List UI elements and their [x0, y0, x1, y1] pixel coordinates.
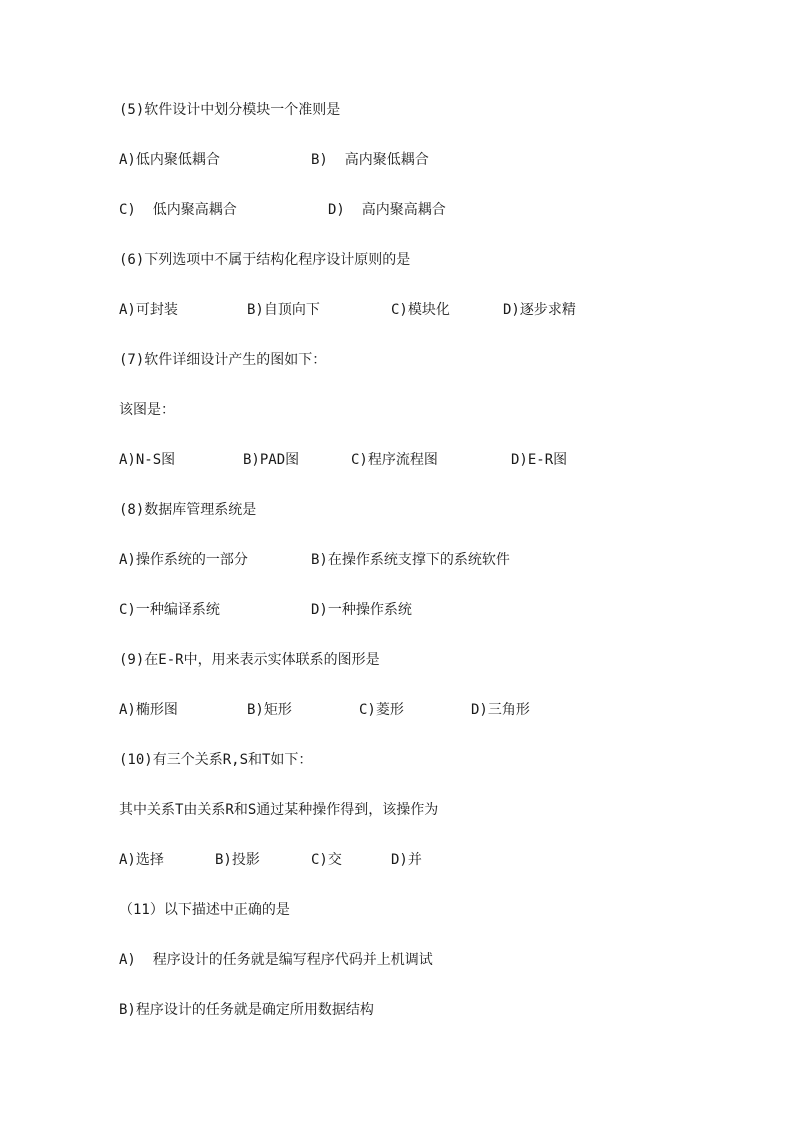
question-9-stem: (9)在E-R中，用来表示实体联系的图形是 — [119, 652, 380, 668]
option-b: B)PAD图 — [243, 452, 300, 468]
question-10-prompt: 其中关系T由关系R和S通过某种操作得到，该操作为 — [119, 802, 439, 818]
question-5-stem: (5)软件设计中划分模块一个准则是 — [119, 102, 341, 118]
option-a: A)操作系统的一部分 — [119, 552, 248, 568]
option-c: C) 低内聚高耦合 — [119, 202, 237, 218]
question-8-stem: (8)数据库管理系统是 — [119, 502, 257, 518]
option-d: D)并 — [391, 852, 422, 868]
option-a: A)低内聚低耦合 — [119, 152, 220, 168]
option-d: D)一种操作系统 — [311, 602, 412, 618]
question-8-options-row-2 — [119, 598, 719, 622]
question-9-options — [119, 698, 719, 722]
question-7-prompt: 该图是： — [119, 402, 175, 418]
option-c: C)一种编译系统 — [119, 602, 220, 618]
question-11-option-a: A) 程序设计的任务就是编写程序代码并上机调试 — [119, 952, 433, 968]
question-11-option-b: B)程序设计的任务就是确定所用数据结构 — [119, 1002, 374, 1018]
question-7-stem: (7)软件详细设计产生的图如下： — [119, 352, 327, 368]
option-d: D) 高内聚高耦合 — [328, 202, 446, 218]
option-a: A)N-S图 — [119, 452, 176, 468]
question-6-stem: (6)下列选项中不属于结构化程序设计原则的是 — [119, 252, 411, 268]
option-c: C)菱形 — [359, 702, 404, 718]
option-d: D)逐步求精 — [503, 302, 576, 318]
option-a: A)可封装 — [119, 302, 178, 318]
option-b: B) 高内聚低耦合 — [311, 152, 429, 168]
option-c: C)程序流程图 — [351, 452, 438, 468]
question-11-stem: （11）以下描述中正确的是 — [119, 902, 290, 918]
option-a: A)选择 — [119, 852, 164, 868]
question-6-options — [119, 298, 719, 322]
question-10-options — [119, 848, 719, 872]
question-5-options-row-2 — [119, 198, 719, 222]
option-c: C)模块化 — [391, 302, 450, 318]
option-b: B)投影 — [215, 852, 260, 868]
option-d: D)E-R图 — [511, 452, 568, 468]
option-b: B)自顶向下 — [247, 302, 320, 318]
option-b: B)在操作系统支撑下的系统软件 — [311, 552, 510, 568]
option-b: B)矩形 — [247, 702, 292, 718]
option-a: A)椭形图 — [119, 702, 178, 718]
option-d: D)三角形 — [471, 702, 530, 718]
question-7-options — [119, 448, 719, 472]
question-8-options-row-1 — [119, 548, 719, 572]
question-5-options-row-1 — [119, 148, 719, 172]
question-10-stem: (10)有三个关系R,S和T如下： — [119, 752, 313, 768]
option-c: C)交 — [311, 852, 342, 868]
